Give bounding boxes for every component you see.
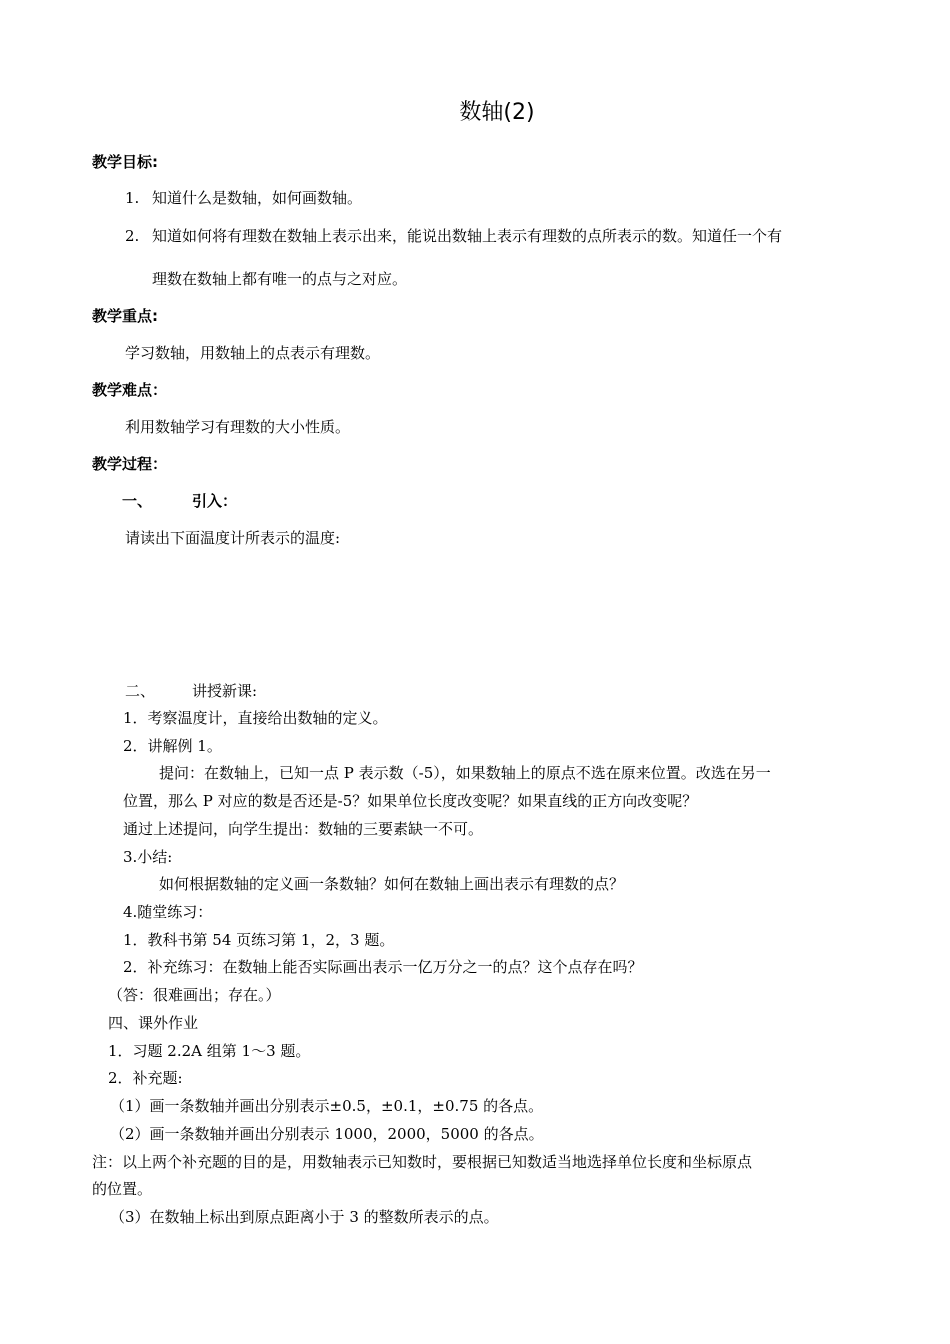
part-2-number: 二、 (125, 682, 156, 700)
practice-label: 4.随堂练习： (123, 903, 213, 921)
process-heading: 教学过程： (92, 455, 168, 473)
goal-1-text: 知道什么是数轴，如何画数轴。 (152, 189, 363, 207)
part-1-text: 请读出下面温度计所表示的温度: (125, 529, 341, 547)
difficulty-text: 利用数轴学习有理数的大小性质。 (125, 418, 351, 436)
key-point-heading: 教学重点: (92, 307, 158, 325)
summary-text: 如何根据数轴的定义画一条数轴？如何在数轴上画出表示有理数的点？ (159, 875, 625, 893)
goals-heading: 教学目标: (92, 153, 158, 171)
note-line-1: 注：以上两个补充题的目的是，用数轴表示已知数时，要根据已知数适当地选择单位长度和坐标原点 (92, 1153, 753, 1171)
practice-item-2: 2．补充练习：在数轴上能否实际画出表示一亿万分之一的点？这个点存在吗？ (123, 958, 643, 976)
part-2-item-1: 1．考察温度计，直接给出数轴的定义。 (123, 709, 388, 727)
goal-2-number: 2. (125, 227, 140, 245)
conclusion-text: 通过上述提问，向学生提出：数轴的三要素缺一不可。 (123, 820, 484, 838)
part-1-number: 一、 (122, 492, 153, 510)
homework-item-2: 2．补充题: (108, 1069, 183, 1087)
homework-item-2-3: （3）在数轴上标出到原点距离小于 3 的整数所表示的点。 (110, 1208, 499, 1226)
goal-1-number: 1. (125, 189, 140, 207)
summary-label: 3.小结: (123, 848, 173, 866)
practice-answer: （答：很难画出；存在。） (108, 986, 281, 1004)
homework-item-2-1: （1）画一条数轴并画出分别表示±0.5，±0.1，±0.75 的各点。 (110, 1097, 544, 1115)
part-4-heading: 四、课外作业 (108, 1014, 199, 1032)
part-1-title: 引入： (192, 492, 238, 510)
key-point-text: 学习数轴，用数轴上的点表示有理数。 (125, 344, 381, 362)
note-line-2: 的位置。 (92, 1180, 153, 1198)
homework-item-1: 1．习题 2.2A 组第 1～3 题。 (108, 1042, 311, 1060)
practice-item-1: 1．教科书第 54 页练习第 1，2，3 题。 (123, 931, 395, 949)
part-2-title: 讲授新课: (192, 682, 258, 700)
goal-2-line-1: 知道如何将有理数在数轴上表示出来，能说出数轴上表示有理数的点所表示的数。知道任一个有 (152, 227, 783, 245)
question-line-2: 位置，那么 P 对应的数是否还是-5？如果单位长度改变呢？如果直线的正方向改变呢？ (123, 792, 698, 810)
goal-2-line-2: 理数在数轴上都有唯一的点与之对应。 (152, 270, 408, 288)
page-title: 数轴(2) (459, 100, 535, 125)
question-line-1: 提问：在数轴上，已知一点 P 表示数（-5），如果数轴上的原点不选在原来位置。改选在另一 (159, 764, 771, 782)
homework-item-2-2: （2）画一条数轴并画出分别表示 1000，2000，5000 的各点。 (110, 1125, 544, 1143)
difficulty-heading: 教学难点： (92, 381, 168, 399)
part-2-item-2: 2．讲解例 1。 (123, 737, 222, 755)
